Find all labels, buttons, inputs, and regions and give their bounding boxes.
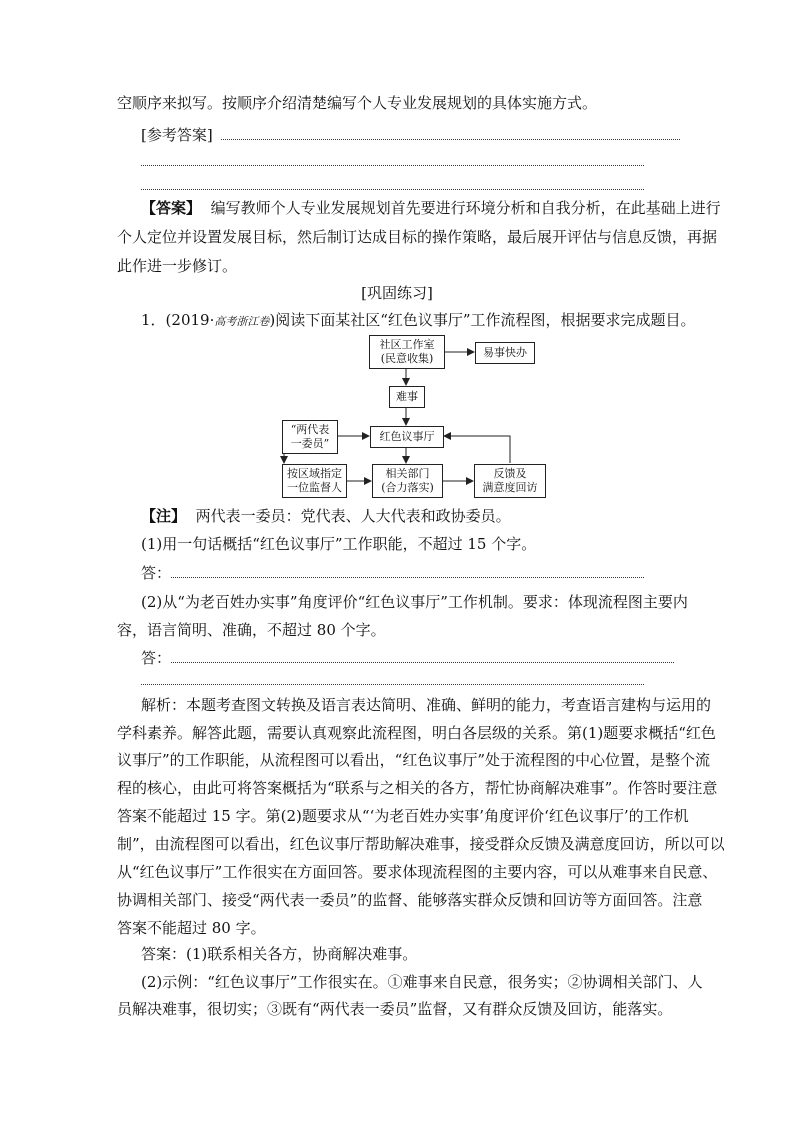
answer-label: 【答案】: [141, 199, 202, 217]
sub-question-2-line: (2)从“为老百姓办实事”角度评价“红色议事厅”工作机制。要求：体现流程图主要内: [141, 593, 688, 611]
note-label: 【注】: [141, 507, 187, 525]
answer-prompt: 答：: [141, 649, 172, 667]
analysis-line: 解析：本题考查图文转换及语言表达简明、准确、鲜明的能力，考查语言建构与运用的: [141, 696, 712, 714]
analysis-line: 答案不能超过 15 字。第(2)题要求从“‘为老百姓办实事’角度评价‘红色议事厅’的工作机: [117, 807, 689, 825]
analysis-line: 答案不能超过 80 字。: [117, 919, 266, 937]
final-answer-line: 员解决难事，很切实；③既有“两代表一委员”监督，又有群众反馈及回访，能落实。: [117, 1000, 673, 1018]
flow-box-label: 满意度回访: [482, 481, 538, 494]
sub-question-2-line: 容，语言简明、准确，不超过 80 个字。: [117, 621, 386, 639]
flow-box-community-office: [369, 335, 445, 369]
answer-blank-line: [141, 684, 644, 685]
answer-paragraph-line: 个人定位并设置发展目标，然后制订达成目标的操作策略，最后展开评估与信息反馈，再据: [117, 228, 718, 246]
flow-box-easy-matters: [475, 342, 535, 364]
flow-box-label: (民意收集): [380, 352, 434, 365]
flow-box-related-departments: [372, 464, 443, 498]
analysis-line: 议事厅”的工作职能，从流程图可以看出，“红色议事厅”处于流程图的中心位置，是整个流: [117, 751, 711, 769]
answer-prompt: 答：: [141, 564, 172, 582]
answer-paragraph-line: 此作进一步修订。: [117, 257, 238, 275]
analysis-line: 学科素养。解答此题，需要认真观察此流程图，明白各层级的关系。第(1)题要求概括“红色: [117, 724, 716, 742]
flow-box-label: (合力落实): [381, 481, 434, 494]
flow-box-label: 易事快办: [483, 346, 527, 359]
final-answer-line: (2)示例：“红色议事厅”工作很实在。①难事来自民意，很务实；②协调相关部门、人: [141, 973, 703, 991]
question-number: 1．(2019·: [141, 311, 215, 329]
flow-box-red-council-hall: [370, 426, 444, 448]
intro-line: 空顺序来拟写。按顺序介绍清楚编写个人专业发展规划的具体实施方式。: [117, 94, 598, 112]
flow-box-label: 按区域指定: [287, 467, 342, 480]
note-line: [141, 506, 511, 526]
answer-blank-line: [171, 577, 644, 578]
answer-text: 编写教师个人专业发展规划首先要进行环境分析和自我分析，在此基础上进行: [210, 199, 721, 217]
flow-box-feedback-visit: [474, 464, 546, 498]
flow-box-label: 一位监督人: [287, 481, 342, 494]
question-source: 高考浙江卷: [214, 315, 270, 328]
sub-question-1: (1)用一句话概括“红色议事厅”工作职能，不超过 15 个字。: [141, 535, 537, 553]
flow-box-label: 反馈及: [493, 467, 527, 480]
section-title: [巩固练习]: [361, 284, 433, 302]
question-text: )阅读下面某社区“红色议事厅”工作流程图，根据要求完成题目。: [269, 311, 696, 329]
analysis-line: 协调相关部门、接受“两代表一委员”的监督、能够落实群众反馈和回访等方面回答。注意: [117, 891, 703, 909]
analysis-line: 程的核心，由此可将答案概括为“联系与之相关的各方，帮忙协商解决难事”。作答时要注意: [117, 779, 718, 797]
analysis-line: 制”，由流程图可以看出，红色议事厅帮助解决难事，接受群众反馈及满意度回访，所以可以: [117, 835, 725, 853]
flow-box-label: 红色议事厅: [379, 430, 435, 443]
flow-box-area-supervisor: [282, 464, 347, 498]
flow-box-two-reps-one-member: [282, 420, 338, 454]
flow-box-label: 相关部门: [385, 467, 430, 480]
analysis-line: 从“红色议事厅”工作很实在方面回答。要求体现流程图的主要内容，可以从难事来自民意、: [117, 863, 718, 881]
flow-box-label: 社区工作室: [379, 338, 435, 351]
flow-box-label: 一委员”: [290, 437, 330, 450]
flow-box-hard-matters: [389, 386, 425, 408]
note-text: 两代表一委员：党代表、人大代表和政协委员。: [195, 507, 511, 525]
final-answer-line: 答案：(1)联系相关各方，协商解决难事。: [141, 945, 418, 963]
answer-blank-line: [171, 662, 674, 663]
flow-box-label: “两代表: [290, 423, 330, 436]
reference-answer-label: [参考答案]: [141, 126, 213, 144]
flow-box-label: 难事: [396, 390, 418, 403]
